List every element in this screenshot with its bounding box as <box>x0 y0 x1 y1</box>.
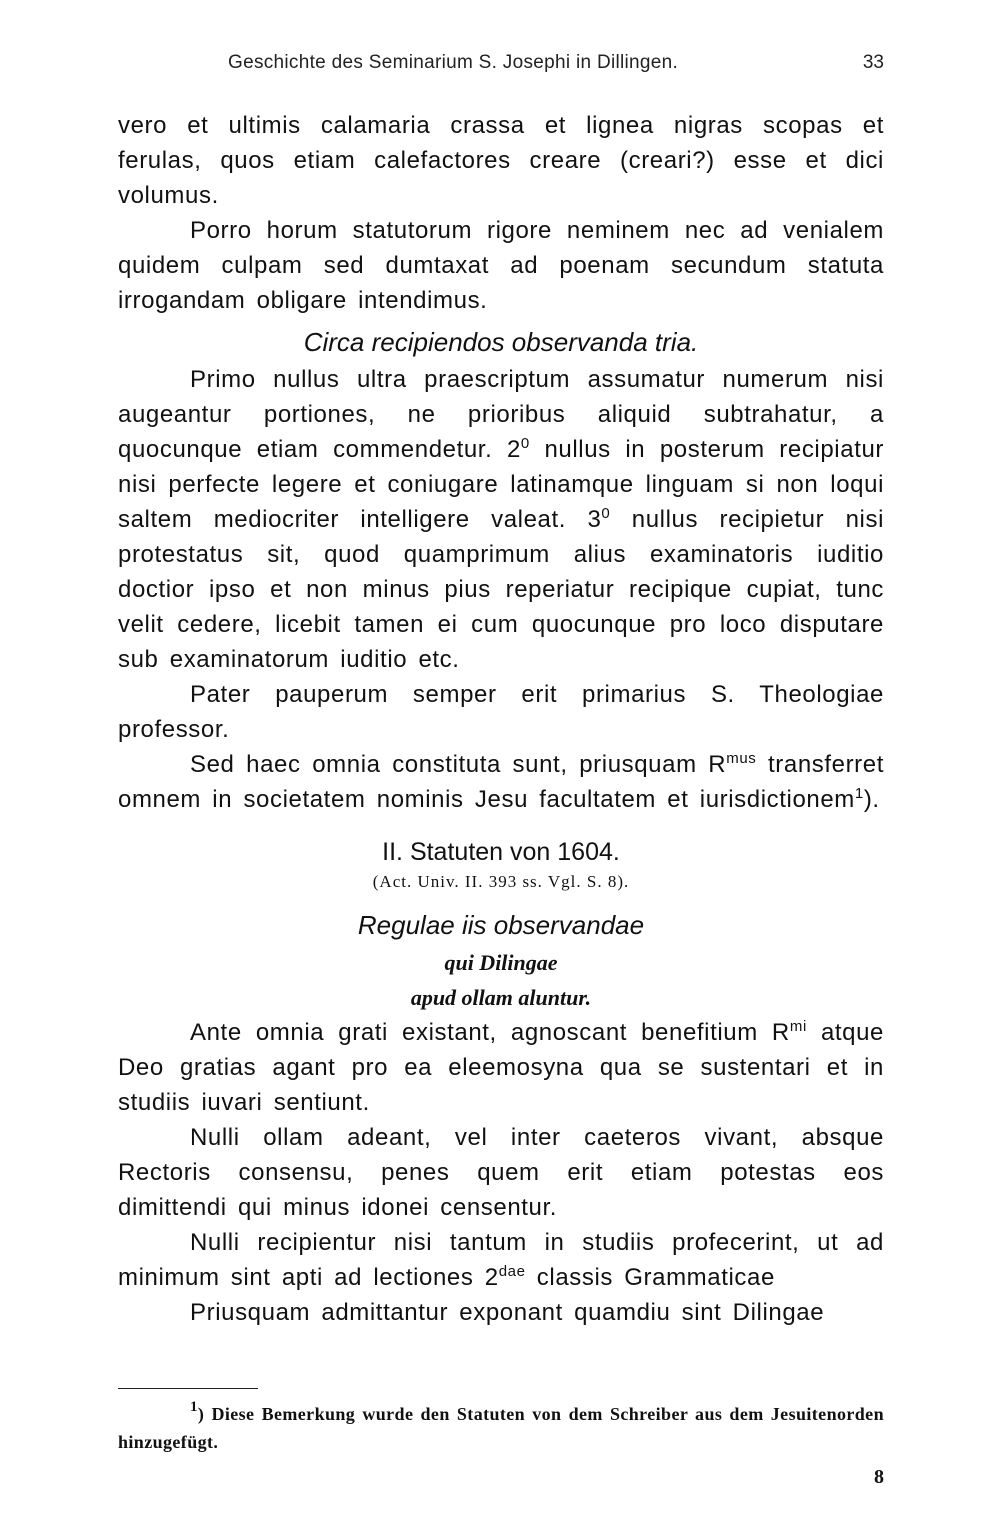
text-run: nullus recipietur nisi protestatus sit, quod quamprimum alius examinatoris iuditio doctior ipso et non minus pius reperiatur recipique cupiat, tunc velit cedere, licebit tamen ei cum quocunque pro loco disputare sub examinatorum iuditio etc. <box>118 506 885 673</box>
regulae-subheading: qui Dilingae <box>444 950 558 975</box>
text-run: atque Deo gratias agant pro ea eleemosyna qua se sustentari et in studiis iuvari sentiunt. <box>118 1019 885 1116</box>
paragraph-sed <box>118 747 884 817</box>
page <box>118 40 884 1330</box>
heading-circa: Circa recipiendos observanda tria. <box>303 327 699 357</box>
abbreviation-sup: mus <box>726 750 757 767</box>
running-title: Geschichte des Seminarium S. Josephi in Dillingen. <box>228 52 679 73</box>
paragraph-continuation: vero et ultimis calamaria crassa et lignea nigras scopas et ferulas, quos etiam calefactores creare (creari?) esse et dici volumus. <box>118 112 884 209</box>
section-reference: (Act. Univ. II. 393 ss. Vgl. S. 8). <box>372 872 630 891</box>
paragraph-ante <box>118 1015 884 1120</box>
abbreviation-sup: dae <box>498 1263 526 1280</box>
signature-mark: 8 <box>874 1466 884 1488</box>
page-number: 33 <box>862 52 884 73</box>
paragraph-priusquam: Priusquam admittantur exponant quamdiu sint Dilingae <box>190 1299 825 1326</box>
footnote-divider <box>118 1388 258 1389</box>
paragraph-primo <box>118 362 884 677</box>
running-head <box>118 40 884 80</box>
footnote-marker: 1 <box>190 1399 198 1415</box>
regulae-subheading: apud ollam aluntur. <box>410 985 592 1010</box>
text-run: Sed haec omnia constituta sunt, priusquam R <box>190 751 727 778</box>
text-run: Nulli recipientur nisi tantum in studiis profecerint, ut ad minimum sint apti ad lectiones 2 <box>118 1229 884 1291</box>
paragraph-nulli-ollam: Nulli ollam adeant, vel inter caeteros vivant, absque Rectoris consensu, penes quem erit etiam potestas eos dimittendi qui minus idonei censentur. <box>118 1124 884 1221</box>
text-run: transferret omnem in societatem nominis Jesu facultatem et iurisdictionem <box>118 751 884 813</box>
text-run: Ante omnia grati existant, agnoscant benefitium R <box>190 1019 790 1046</box>
text-run: ). <box>863 786 880 813</box>
ordinal-mark: 0 <box>601 505 611 522</box>
text-run: classis Grammaticae <box>525 1264 775 1291</box>
footnote-ref: 1 <box>854 785 864 802</box>
ordinal-mark: 0 <box>520 435 530 452</box>
footnote-text: ) Diese Bemerkung wurde den Statuten von dem Schreiber aus dem Jesuitenorden hinzugefügt. <box>118 1404 884 1452</box>
regulae-heading: Regulae iis observandae <box>357 910 645 940</box>
abbreviation-sup: mi <box>789 1018 807 1035</box>
text-run: nullus in posterum recipiatur nisi perfecte legere et coniugare latinamque linguam si non loqui saltem mediocriter intelligere valeat. 3 <box>118 436 884 533</box>
paragraph-porro: Porro horum statutorum rigore neminem nec ad venialem quidem culpam sed dumtaxat ad poenam secundum statuta irrogandam obligare intendimus. <box>118 217 884 314</box>
text-run: Primo nullus ultra praescriptum assumatur numerum nisi augeantur portiones, ne prioribus aliquid subtrahatur, a quocunque etiam commendetur. 2 <box>118 366 884 463</box>
section-title: II. Statuten von 1604. <box>382 838 620 866</box>
footnote <box>118 1400 884 1456</box>
paragraph-nulli-recipientur <box>118 1225 884 1295</box>
paragraph-pater: Pater pauperum semper erit primarius S. Theologiae professor. <box>118 681 884 743</box>
